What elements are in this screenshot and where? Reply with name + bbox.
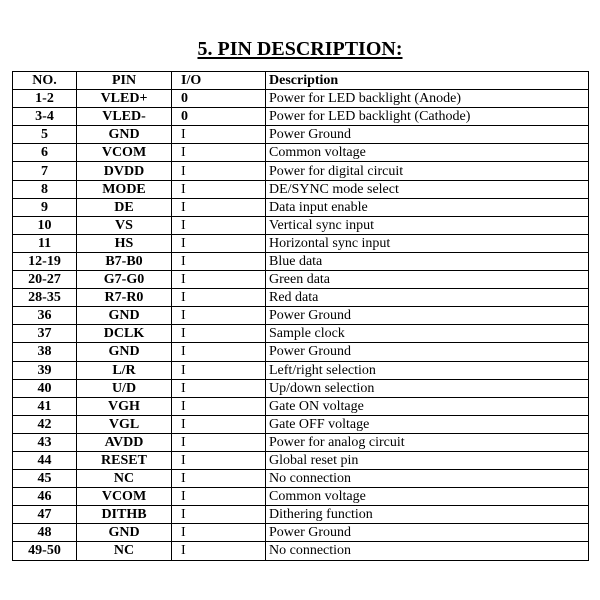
pin-description-cell: Power for digital circuit: [266, 162, 589, 180]
pin-number-cell: 8: [13, 180, 77, 198]
pin-number-cell: 9: [13, 198, 77, 216]
pin-number-cell: 42: [13, 415, 77, 433]
pin-io-cell: I: [172, 252, 266, 270]
header-description: Description: [266, 72, 589, 90]
table-row: [13, 325, 589, 343]
header-no: NO.: [13, 72, 77, 90]
table-row: [13, 415, 589, 433]
pin-description-cell: Up/down selection: [266, 379, 589, 397]
pin-name-cell: DVDD: [77, 162, 172, 180]
table-row: [13, 252, 589, 270]
table-row: [13, 488, 589, 506]
pin-io-cell: I: [172, 289, 266, 307]
table-row: [13, 451, 589, 469]
table-row: [13, 144, 589, 162]
pin-name-cell: DITHB: [77, 506, 172, 524]
pin-io-cell: 0: [172, 90, 266, 108]
table-row: [13, 506, 589, 524]
pin-description-cell: Power for LED backlight (Anode): [266, 90, 589, 108]
pin-number-cell: 10: [13, 216, 77, 234]
pin-name-cell: R7-R0: [77, 289, 172, 307]
pin-name-cell: VGH: [77, 397, 172, 415]
pin-description-cell: Power for LED backlight (Cathode): [266, 108, 589, 126]
pin-name-cell: GND: [77, 524, 172, 542]
pin-name-cell: DCLK: [77, 325, 172, 343]
pin-description-cell: No connection: [266, 470, 589, 488]
pin-name-cell: HS: [77, 234, 172, 252]
pin-io-cell: I: [172, 506, 266, 524]
pin-io-cell: I: [172, 415, 266, 433]
pin-description-cell: Power Ground: [266, 307, 589, 325]
table-row: [13, 542, 589, 560]
pin-io-cell: I: [172, 397, 266, 415]
table-row: [13, 90, 589, 108]
table-row: [13, 289, 589, 307]
pin-description-cell: Global reset pin: [266, 451, 589, 469]
pin-name-cell: GND: [77, 307, 172, 325]
pin-number-cell: 1-2: [13, 90, 77, 108]
pin-name-cell: VCOM: [77, 144, 172, 162]
pin-name-cell: U/D: [77, 379, 172, 397]
pin-description-cell: Vertical sync input: [266, 216, 589, 234]
pin-name-cell: RESET: [77, 451, 172, 469]
pin-io-cell: I: [172, 361, 266, 379]
pin-name-cell: GND: [77, 126, 172, 144]
pin-name-cell: DE: [77, 198, 172, 216]
pin-number-cell: 37: [13, 325, 77, 343]
pin-name-cell: NC: [77, 470, 172, 488]
table-row: [13, 397, 589, 415]
pin-description-cell: Gate ON voltage: [266, 397, 589, 415]
pin-number-cell: 43: [13, 433, 77, 451]
pin-io-cell: 0: [172, 108, 266, 126]
table-row: [13, 271, 589, 289]
pin-name-cell: VS: [77, 216, 172, 234]
pin-description-cell: DE/SYNC mode select: [266, 180, 589, 198]
pin-number-cell: 36: [13, 307, 77, 325]
pin-io-cell: I: [172, 307, 266, 325]
pin-io-cell: I: [172, 234, 266, 252]
pin-number-cell: 38: [13, 343, 77, 361]
pin-description-table: [12, 71, 589, 561]
table-row: [13, 361, 589, 379]
pin-number-cell: 28-35: [13, 289, 77, 307]
pin-number-cell: 46: [13, 488, 77, 506]
table-row: [13, 433, 589, 451]
table-row: [13, 180, 589, 198]
pin-io-cell: I: [172, 162, 266, 180]
pin-name-cell: GND: [77, 343, 172, 361]
pin-description-cell: Left/right selection: [266, 361, 589, 379]
pin-name-cell: VLED-: [77, 108, 172, 126]
pin-name-cell: B7-B0: [77, 252, 172, 270]
table-row: [13, 216, 589, 234]
pin-number-cell: 12-19: [13, 252, 77, 270]
pin-number-cell: 44: [13, 451, 77, 469]
table-row: [13, 343, 589, 361]
pin-number-cell: 6: [13, 144, 77, 162]
pin-io-cell: I: [172, 379, 266, 397]
pin-io-cell: I: [172, 325, 266, 343]
pin-io-cell: I: [172, 542, 266, 560]
pin-number-cell: 48: [13, 524, 77, 542]
table-row: [13, 234, 589, 252]
pin-number-cell: 5: [13, 126, 77, 144]
table-row: [13, 126, 589, 144]
section-title: 5. PIN DESCRIPTION:: [197, 38, 403, 60]
pin-number-cell: 47: [13, 506, 77, 524]
pin-description-cell: Dithering function: [266, 506, 589, 524]
pin-name-cell: VCOM: [77, 488, 172, 506]
pin-description-cell: Common voltage: [266, 488, 589, 506]
pin-description-cell: Blue data: [266, 252, 589, 270]
pin-io-cell: I: [172, 126, 266, 144]
pin-description-cell: Power Ground: [266, 343, 589, 361]
pin-io-cell: I: [172, 216, 266, 234]
pin-number-cell: 20-27: [13, 271, 77, 289]
pin-description-cell: Power for analog circuit: [266, 433, 589, 451]
table-row: [13, 162, 589, 180]
pin-description-cell: Green data: [266, 271, 589, 289]
pin-description-cell: Data input enable: [266, 198, 589, 216]
pin-description-cell: Horizontal sync input: [266, 234, 589, 252]
pin-name-cell: VGL: [77, 415, 172, 433]
pin-name-cell: VLED+: [77, 90, 172, 108]
pin-io-cell: I: [172, 144, 266, 162]
pin-name-cell: AVDD: [77, 433, 172, 451]
pin-io-cell: I: [172, 488, 266, 506]
pin-description-cell: Common voltage: [266, 144, 589, 162]
pin-name-cell: L/R: [77, 361, 172, 379]
pin-io-cell: I: [172, 198, 266, 216]
table-row: [13, 524, 589, 542]
pin-io-cell: I: [172, 524, 266, 542]
pin-number-cell: 11: [13, 234, 77, 252]
header-io: I/O: [172, 72, 266, 90]
table-row: [13, 198, 589, 216]
table-row: [13, 470, 589, 488]
pin-description-cell: Power Ground: [266, 524, 589, 542]
pin-name-cell: G7-G0: [77, 271, 172, 289]
pin-io-cell: I: [172, 180, 266, 198]
header-pin: PIN: [77, 72, 172, 90]
table-row: [13, 379, 589, 397]
pin-name-cell: NC: [77, 542, 172, 560]
table-row: [13, 108, 589, 126]
pin-io-cell: I: [172, 343, 266, 361]
pin-description-cell: No connection: [266, 542, 589, 560]
pin-io-cell: I: [172, 433, 266, 451]
table-row: [13, 307, 589, 325]
pin-description-cell: Red data: [266, 289, 589, 307]
pin-io-cell: I: [172, 470, 266, 488]
pin-io-cell: I: [172, 271, 266, 289]
pin-description-cell: Gate OFF voltage: [266, 415, 589, 433]
pin-io-cell: I: [172, 451, 266, 469]
pin-number-cell: 45: [13, 470, 77, 488]
pin-description-cell: Power Ground: [266, 126, 589, 144]
pin-number-cell: 3-4: [13, 108, 77, 126]
pin-description-cell: Sample clock: [266, 325, 589, 343]
pin-number-cell: 7: [13, 162, 77, 180]
pin-name-cell: MODE: [77, 180, 172, 198]
pin-number-cell: 40: [13, 379, 77, 397]
pin-number-cell: 39: [13, 361, 77, 379]
pin-number-cell: 49-50: [13, 542, 77, 560]
table-header-row: [13, 72, 589, 90]
pin-number-cell: 41: [13, 397, 77, 415]
